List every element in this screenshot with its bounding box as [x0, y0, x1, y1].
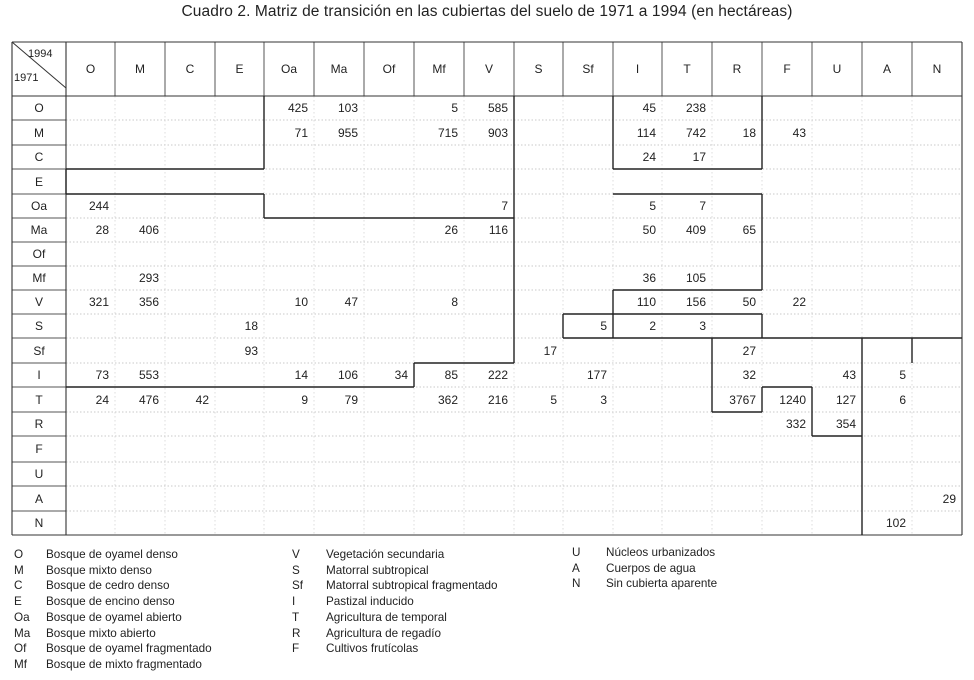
matrix-cell: 585	[487, 101, 508, 115]
legend-description: Agricultura de temporal	[326, 610, 447, 624]
column-header-e: E	[235, 62, 244, 76]
matrix-cell: 222	[487, 368, 508, 382]
matrix-cell: 50	[742, 295, 756, 309]
matrix-cell: 22	[792, 295, 806, 309]
column-header-o: O	[85, 62, 96, 76]
column-header-r: R	[732, 62, 742, 76]
row-label-a: A	[34, 491, 43, 506]
matrix-cell: 425	[287, 101, 308, 115]
legend-code: U	[572, 546, 581, 559]
legend-code: V	[292, 548, 300, 561]
matrix-cell: 5	[600, 319, 607, 333]
matrix-cell: 127	[835, 392, 856, 407]
matrix-cell: 8	[451, 295, 458, 309]
matrix-cell: 293	[138, 271, 159, 285]
matrix-cell: 17	[543, 343, 557, 358]
matrix-cell: 406	[138, 223, 159, 237]
row-label-o: O	[34, 101, 44, 115]
matrix-cell: 5	[649, 199, 656, 213]
matrix-cell: 24	[95, 392, 109, 407]
matrix-cell: 32	[742, 368, 756, 382]
legend-description: Pastizal inducido	[326, 595, 414, 609]
legend-code: M	[14, 563, 24, 577]
matrix-cell: 321	[88, 295, 109, 309]
legend-description: Cuerpos de agua	[606, 561, 696, 575]
matrix-cell: 7	[501, 199, 508, 213]
row-label-c: C	[34, 150, 44, 164]
matrix-cell: 1240	[779, 392, 806, 407]
legend-code: F	[292, 642, 300, 656]
legend-code: Oa	[14, 610, 30, 624]
legend-code: O	[14, 548, 24, 561]
column-header-of: Of	[382, 62, 396, 76]
matrix-cell: 103	[337, 101, 358, 115]
legend-description: Bosque mixto abierto	[46, 626, 156, 640]
column-header-mf: Mf	[432, 62, 446, 76]
column-header-u: U	[832, 62, 842, 76]
column-header-ma: Ma	[330, 62, 348, 76]
matrix-cell: 17	[692, 150, 706, 164]
column-header-i: I	[635, 62, 640, 76]
matrix-cell: 50	[642, 223, 656, 237]
matrix-cell: 5	[899, 368, 906, 382]
matrix-cell: 2	[649, 319, 656, 333]
matrix-cell: 27	[742, 343, 756, 358]
matrix-cell: 10	[294, 295, 308, 309]
legend-description: Bosque de cedro denso	[46, 579, 170, 593]
legend-code: C	[14, 579, 23, 593]
matrix-cell: 409	[685, 223, 706, 237]
matrix-cell: 93	[244, 343, 258, 358]
column-header-oa: Oa	[280, 62, 297, 76]
legend-description: Bosque de mixto fragmentado	[46, 657, 202, 671]
row-label-of: Of	[32, 247, 46, 261]
matrix-cell: 85	[444, 368, 458, 382]
matrix-cell: 18	[742, 125, 756, 140]
matrix-cell: 106	[337, 368, 358, 382]
matrix-cell: 5	[550, 392, 557, 407]
matrix-cell: 955	[337, 125, 358, 140]
column-header-t: T	[683, 62, 691, 76]
legend-description: Bosque mixto denso	[46, 563, 152, 577]
matrix-cell: 42	[195, 392, 209, 407]
matrix-cell: 47	[344, 295, 358, 309]
legend-code: Mf	[14, 657, 27, 671]
matrix-cell: 903	[487, 125, 508, 140]
legend-code: Of	[14, 642, 27, 656]
matrix-cell: 43	[842, 368, 856, 382]
legend-description: Bosque de encino denso	[46, 595, 175, 609]
matrix-cell: 742	[685, 125, 706, 140]
matrix-cell: 114	[636, 125, 656, 140]
matrix-cell: 238	[685, 101, 706, 115]
legend-description: Bosque de oyamel fragmentado	[46, 642, 212, 656]
matrix-cell: 332	[785, 417, 806, 431]
matrix-cell: 244	[88, 199, 109, 213]
column-header-v: V	[484, 62, 493, 76]
legend-code: S	[292, 563, 300, 577]
matrix-cell: 3	[699, 319, 706, 333]
row-label-n: N	[34, 516, 44, 530]
matrix-cell: 34	[394, 368, 408, 382]
column-header-f: F	[783, 62, 791, 76]
row-label-s: S	[34, 319, 43, 333]
legend-description: Cultivos frutícolas	[326, 642, 419, 656]
matrix-cell: 715	[437, 125, 458, 140]
matrix-cell: 356	[138, 295, 159, 309]
table-title: Cuadro 2. Matriz de transición en las cubiertas del suelo de 1971 a 1994 (en hectáreas)	[181, 3, 793, 20]
legend-description: Matorral subtropical	[326, 563, 429, 577]
corner-year-1994: 1994	[28, 48, 53, 60]
legend-code: Sf	[292, 579, 304, 593]
matrix-cell: 14	[294, 368, 308, 382]
legend-code: R	[292, 626, 301, 640]
matrix-cell: 476	[138, 392, 159, 407]
legend-description: Bosque de oyamel denso	[46, 548, 178, 561]
matrix-cell: 354	[835, 417, 856, 431]
matrix-cell: 105	[685, 271, 706, 285]
row-label-m: M	[34, 125, 44, 140]
row-label-oa: Oa	[30, 199, 47, 213]
matrix-cell: 216	[487, 392, 508, 407]
row-label-ma: Ma	[30, 223, 48, 237]
matrix-cell: 116	[488, 223, 508, 237]
matrix-cell: 5	[451, 101, 458, 115]
matrix-cell: 553	[138, 368, 159, 382]
matrix-cell: 156	[685, 295, 706, 309]
row-label-mf: Mf	[32, 271, 46, 285]
matrix-cell: 3	[600, 392, 607, 407]
matrix-cell: 102	[885, 516, 906, 530]
row-label-i: I	[37, 368, 41, 382]
matrix-cell: 45	[642, 101, 656, 115]
column-header-a: A	[882, 62, 891, 76]
column-header-c: C	[185, 62, 195, 76]
matrix-cell: 177	[586, 368, 607, 382]
column-header-m: M	[135, 62, 145, 76]
legend-description: Matorral subtropical fragmentado	[326, 579, 498, 593]
matrix-cell: 3767	[729, 392, 756, 407]
row-label-r: R	[34, 417, 44, 431]
legend-code: N	[572, 577, 581, 591]
matrix-cell: 71	[294, 125, 308, 140]
row-label-u: U	[34, 467, 44, 481]
matrix-cell: 7	[699, 199, 706, 213]
legend-code: A	[572, 561, 580, 575]
matrix-cell: 6	[899, 392, 906, 407]
matrix-cell: 110	[636, 295, 656, 309]
legend-code: I	[292, 595, 296, 609]
row-label-t: T	[35, 392, 43, 407]
legend-description: Sin cubierta aparente	[606, 577, 718, 591]
row-label-sf: Sf	[33, 343, 45, 358]
matrix-cell: 29	[942, 491, 956, 506]
matrix-cell: 28	[95, 223, 109, 237]
matrix-cell: 43	[792, 125, 806, 140]
matrix-cell: 24	[642, 150, 656, 164]
matrix-cell: 36	[642, 271, 656, 285]
row-label-v: V	[34, 295, 43, 309]
row-label-f: F	[35, 442, 43, 456]
legend-description: Vegetación secundaria	[326, 548, 445, 561]
matrix-cell: 26	[444, 223, 458, 237]
corner-year-1971: 1971	[14, 72, 39, 84]
legend-code: E	[14, 595, 22, 609]
column-header-s: S	[534, 62, 543, 76]
legend-description: Bosque de oyamel abierto	[46, 610, 182, 624]
matrix-cell: 73	[95, 368, 109, 382]
matrix-cell: 18	[244, 319, 258, 333]
legend-code: T	[292, 610, 300, 624]
legend-code: Ma	[14, 626, 31, 640]
matrix-cell: 65	[742, 223, 756, 237]
matrix-cell: 362	[437, 392, 458, 407]
column-header-sf: Sf	[582, 62, 594, 76]
matrix-cell: 79	[344, 392, 358, 407]
matrix-cell: 9	[301, 392, 308, 407]
legend-description: Agricultura de regadío	[326, 626, 441, 640]
column-header-n: N	[932, 62, 942, 76]
row-label-e: E	[34, 174, 43, 189]
legend-description: Núcleos urbanizados	[606, 546, 716, 559]
